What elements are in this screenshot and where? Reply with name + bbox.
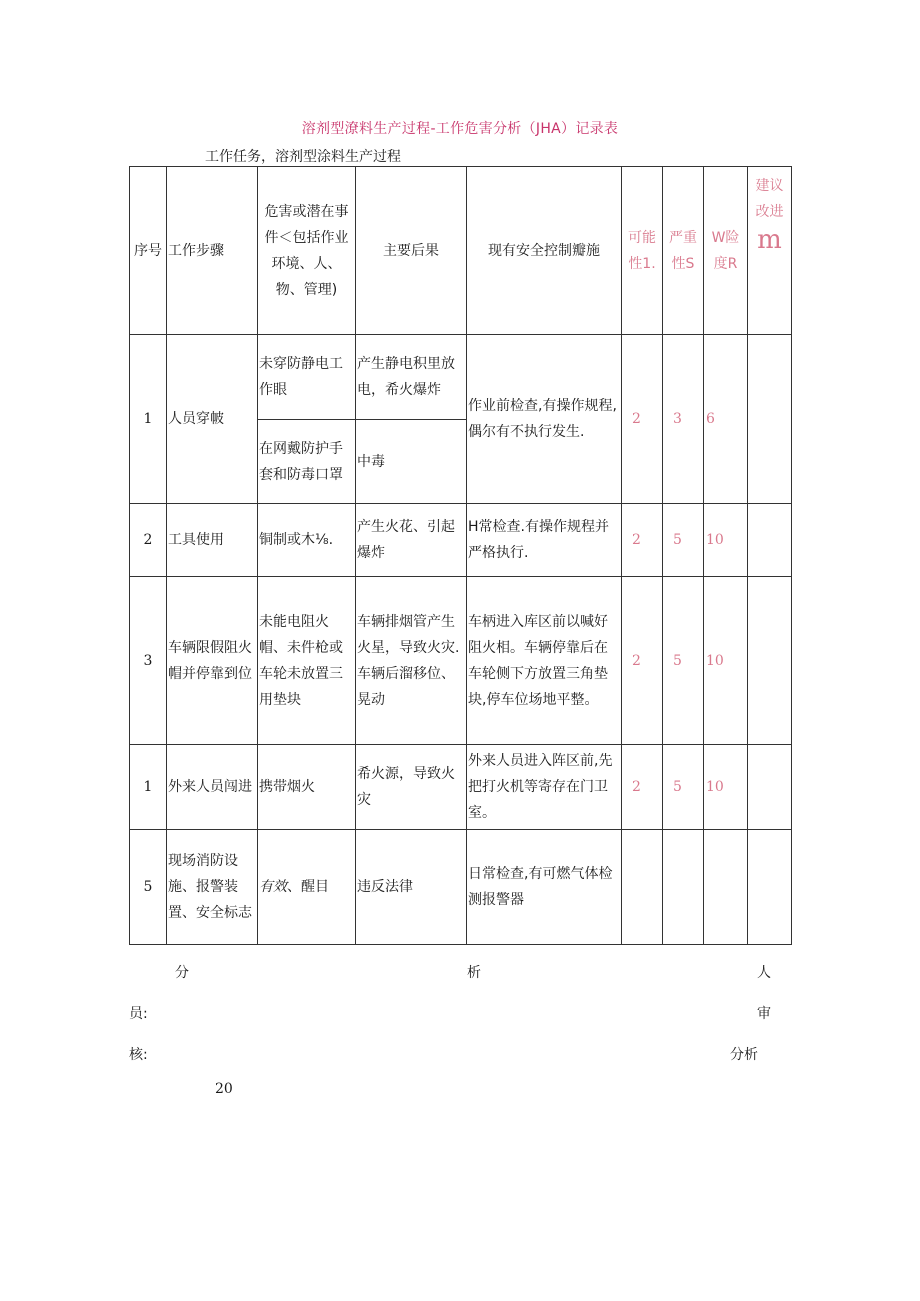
footer-shen: 审 bbox=[757, 1006, 771, 1022]
page-number: 20 bbox=[215, 1081, 233, 1097]
row5-suggest bbox=[748, 830, 792, 945]
row2-hazard: 铜制或木⅛. bbox=[258, 504, 356, 577]
row5-risk bbox=[704, 830, 748, 945]
row1-step: 人员穿帔 bbox=[167, 335, 258, 504]
header-likelihood: 可能性1. bbox=[622, 167, 663, 335]
row4-consequence: 希火源，导致火灾 bbox=[356, 745, 467, 830]
row3-consequence: 车辆排烟管产生火星，导致火灾.车辆后溜移位、晃动 bbox=[356, 577, 467, 745]
footer-fenxi: 分析 bbox=[730, 1047, 758, 1063]
row1-hazard-b: 在网戴防护手套和防毒口罩 bbox=[258, 420, 356, 504]
header-suggest bbox=[748, 167, 792, 335]
header-row bbox=[130, 167, 792, 335]
row3-hazard: 未能电阻火帽、未件枪或车轮未放置三用垫块 bbox=[258, 577, 356, 745]
row2-risk: 10 bbox=[704, 504, 748, 577]
row1-seq: 1 bbox=[130, 335, 167, 504]
header-risk: W险度R bbox=[704, 167, 748, 335]
table-row bbox=[130, 335, 792, 420]
row2-step: 工具使用 bbox=[167, 504, 258, 577]
header-severity: 严重性S bbox=[663, 167, 704, 335]
row1-severity: 3 bbox=[663, 335, 704, 504]
row4-hazard: 携带烟火 bbox=[258, 745, 356, 830]
row5-seq: 5 bbox=[130, 830, 167, 945]
table-row bbox=[130, 504, 792, 577]
row3-control: 车柄进入库区前以喊好阻火相。车辆停靠后在车轮侧下方放置三角垫块,停车位场地平整。 bbox=[467, 577, 622, 745]
row2-likelihood: 2 bbox=[622, 504, 663, 577]
row5-hazard bbox=[258, 830, 356, 945]
row1-consequence-b: 中毒 bbox=[356, 420, 467, 504]
row2-seq: 2 bbox=[130, 504, 167, 577]
row5-consequence: 违反法律 bbox=[356, 830, 467, 945]
row4-suggest bbox=[748, 745, 792, 830]
row5-severity bbox=[663, 830, 704, 945]
table-row bbox=[130, 830, 792, 945]
row1-consequence-a: 产生静电积里放电，希火爆炸 bbox=[356, 335, 467, 420]
footer-yuan: 员: bbox=[129, 1006, 148, 1022]
footer-fen: 分 bbox=[175, 965, 189, 981]
row1-likelihood: 2 bbox=[622, 335, 663, 504]
table-row bbox=[130, 745, 792, 830]
row4-step: 外来人员闯进 bbox=[167, 745, 258, 830]
jha-table-wrapper bbox=[129, 166, 791, 944]
footer-ren: 人 bbox=[757, 965, 771, 981]
work-task-line: 工作任务，溶剂型涂料生产过程 bbox=[205, 149, 401, 165]
row4-seq: 1 bbox=[130, 745, 167, 830]
row2-severity: 5 bbox=[663, 504, 704, 577]
row4-risk: 10 bbox=[704, 745, 748, 830]
row4-control: 外来人员进入阵区前,先把打火机等寄存在门卫室。 bbox=[467, 745, 622, 830]
row4-severity: 5 bbox=[663, 745, 704, 830]
row5-control: 日常检查,有可燃气体检测报警器 bbox=[467, 830, 622, 945]
table-row bbox=[130, 577, 792, 745]
row3-risk: 10 bbox=[704, 577, 748, 745]
row1-hazard-a: 未穿防静电工作眼 bbox=[258, 335, 356, 420]
row1-suggest bbox=[748, 335, 792, 504]
row3-suggest bbox=[748, 577, 792, 745]
row3-step: 车辆限假阻火帽并停靠到位 bbox=[167, 577, 258, 745]
row5-hazard-rest: 、醒目 bbox=[287, 879, 329, 895]
header-suggest-mark: m bbox=[757, 225, 782, 255]
row5-likelihood bbox=[622, 830, 663, 945]
header-step: 工作步骤 bbox=[167, 167, 258, 335]
footer-he: 核: bbox=[129, 1047, 148, 1063]
row5-step: 现场消防设施、报警装置、安全标志 bbox=[167, 830, 258, 945]
row3-likelihood: 2 bbox=[622, 577, 663, 745]
row4-likelihood: 2 bbox=[622, 745, 663, 830]
row3-seq: 3 bbox=[130, 577, 167, 745]
row2-suggest bbox=[748, 504, 792, 577]
header-consequence: 主要后果 bbox=[356, 167, 467, 335]
jha-table bbox=[129, 166, 792, 945]
document-title: 溶剂型潦料生产过程-工作危害分析（JHA）记录表 bbox=[301, 121, 619, 137]
header-hazard: 危害或潜在事件＜包括作业环境、人、物、管理) bbox=[258, 167, 356, 335]
row1-control: 作业前检查,有操作规程,偶尔有不执行发生. bbox=[467, 335, 622, 504]
row5-hazard-italic: 有效 bbox=[259, 879, 287, 895]
header-suggest-label: 建议改进 bbox=[755, 178, 784, 220]
row2-control: H常检查.有操作规程并严格执行. bbox=[467, 504, 622, 577]
footer-xi: 析 bbox=[467, 965, 481, 981]
row1-risk: 6 bbox=[704, 335, 748, 504]
header-seq: 序号 bbox=[130, 167, 167, 335]
header-control: 现有安全控制瓣施 bbox=[467, 167, 622, 335]
row3-severity: 5 bbox=[663, 577, 704, 745]
row2-consequence: 产生火花、引起爆炸 bbox=[356, 504, 467, 577]
